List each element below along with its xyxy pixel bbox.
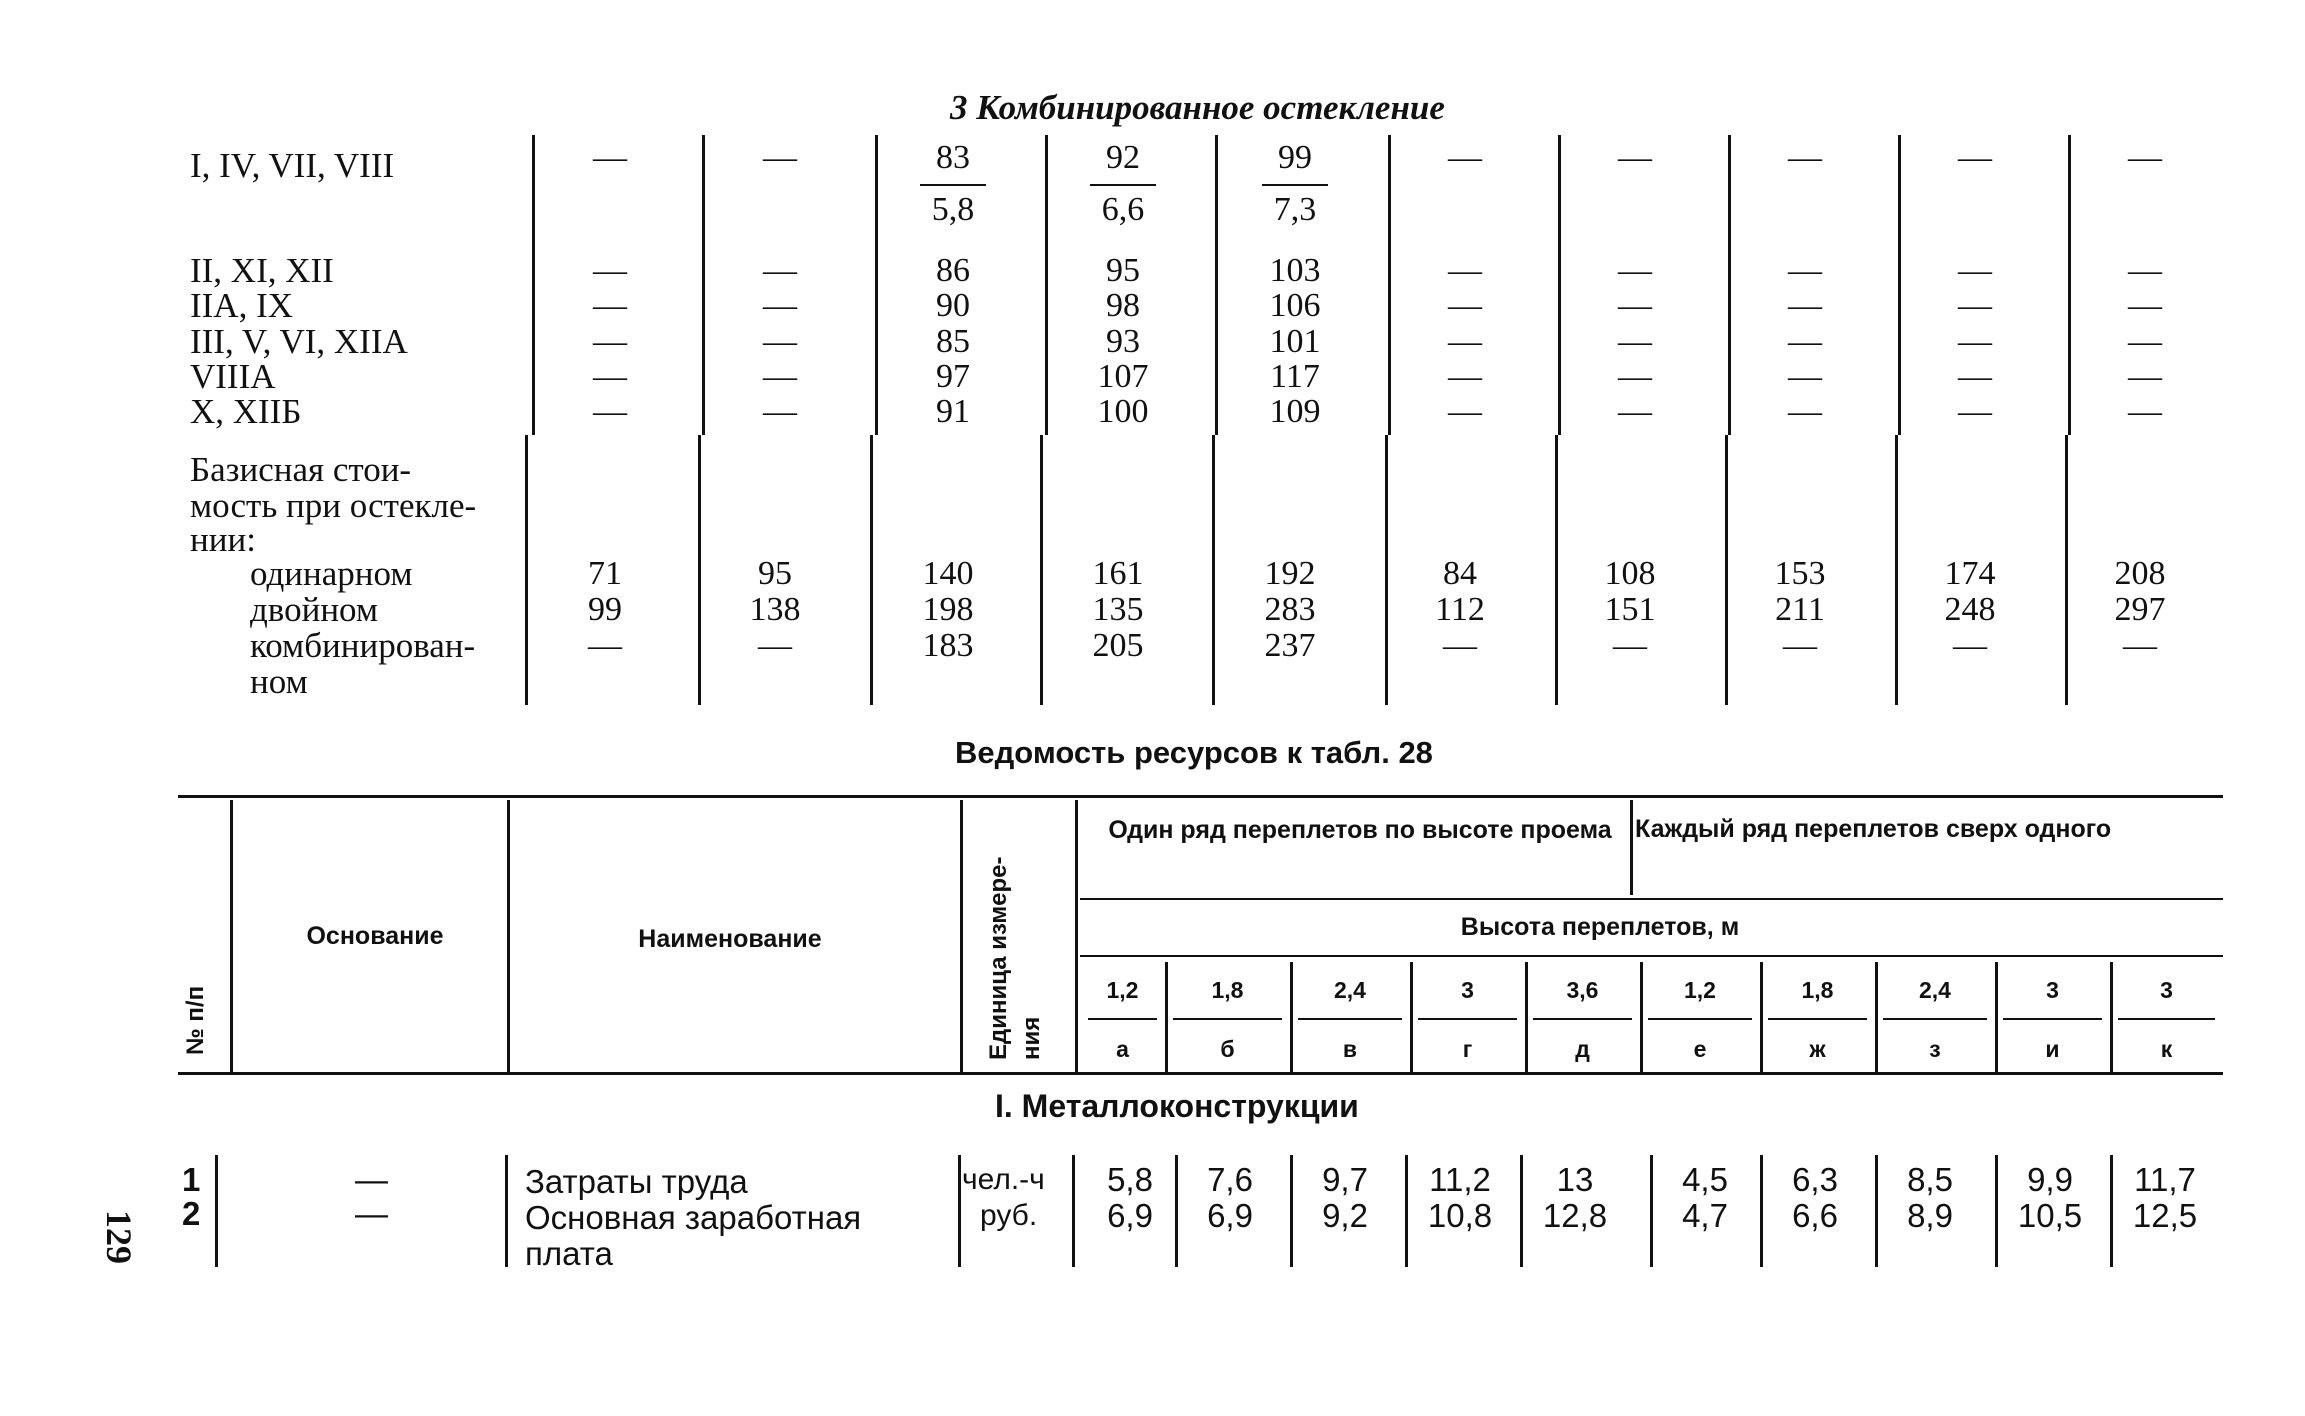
base-cost-cell: 205 xyxy=(1092,627,1144,664)
table-cell: 90 xyxy=(936,287,970,324)
column-letter: д xyxy=(1575,1036,1590,1062)
base-row-label: одинарном xyxy=(250,554,413,593)
column-letter: а xyxy=(1116,1036,1129,1062)
divider xyxy=(1533,1018,1632,1020)
row-label: II, XI, XII xyxy=(190,251,334,290)
resource-value: 8,9 xyxy=(1907,1197,1953,1234)
base-cost-cell: 140 xyxy=(922,555,974,592)
table-cell: — xyxy=(1958,358,1992,395)
table-cell: — xyxy=(2128,358,2162,395)
table-cell: 83 xyxy=(936,139,970,176)
row-unit: руб. xyxy=(980,1199,1038,1232)
base-cost-cell: 95 xyxy=(758,555,792,592)
row-unit: чел.-ч xyxy=(962,1163,1045,1196)
divider xyxy=(1725,435,1728,705)
divider xyxy=(507,800,510,1072)
resource-value: 6,9 xyxy=(1107,1197,1153,1234)
row-name: плата xyxy=(525,1235,613,1272)
divider xyxy=(2065,435,2068,705)
column-letter: ж xyxy=(1809,1036,1826,1062)
table-cell: — xyxy=(763,393,797,430)
fraction-bar xyxy=(1090,184,1156,186)
height-value: 3 xyxy=(2046,977,2059,1003)
base-row-label: двойном xyxy=(250,590,379,629)
resource-value: 9,2 xyxy=(1322,1197,1368,1234)
table-cell: 109 xyxy=(1269,393,1321,430)
table-top-line xyxy=(178,795,2223,798)
resource-value: 9,7 xyxy=(1322,1161,1368,1198)
base-cost-cell: 99 xyxy=(588,591,622,628)
resource-value: 11,2 xyxy=(1429,1161,1491,1198)
divider xyxy=(1760,1155,1763,1267)
divider xyxy=(525,435,528,705)
height-value: 3,6 xyxy=(1566,977,1599,1003)
table-cell: — xyxy=(1448,139,1482,176)
table-cell: — xyxy=(593,139,627,176)
row-basis: — xyxy=(355,1161,388,1198)
section-metal: I. Металлоконструкции xyxy=(995,1088,1359,1124)
table-cell: — xyxy=(2128,393,2162,430)
base-cost-cell: 198 xyxy=(922,591,974,628)
table-cell: — xyxy=(2128,139,2162,176)
header-bottom-line xyxy=(178,1072,2223,1075)
fraction-bar xyxy=(1262,184,1328,186)
base-cost-cell: 112 xyxy=(1435,591,1485,628)
resource-value: 6,9 xyxy=(1207,1197,1253,1234)
divider xyxy=(1728,135,1731,435)
base-cost-cell: — xyxy=(1953,627,1987,664)
divider xyxy=(1080,955,2223,957)
table-cell-denominator: 6,6 xyxy=(1101,191,1145,228)
table-cell: — xyxy=(763,139,797,176)
base-cost-cell: 248 xyxy=(1944,591,1996,628)
divider xyxy=(1088,1018,1157,1020)
base-cost-cell: 135 xyxy=(1092,591,1144,628)
divider xyxy=(2068,135,2071,435)
resource-value: 6,6 xyxy=(1792,1197,1838,1234)
height-value: 1,2 xyxy=(1106,977,1139,1003)
base-label: нии: xyxy=(190,520,256,559)
height-value: 2,4 xyxy=(1919,977,1951,1003)
table-cell: — xyxy=(1618,323,1652,360)
row-label: I, IV, VII, VIII xyxy=(190,146,395,185)
divider xyxy=(1075,800,1078,1072)
base-cost-cell: 71 xyxy=(588,555,622,592)
height-value: 1,8 xyxy=(1211,977,1244,1003)
header-unit-2: ния xyxy=(1018,1016,1045,1060)
table-cell: — xyxy=(593,287,627,324)
divider xyxy=(1650,1155,1653,1267)
table-cell: — xyxy=(1448,323,1482,360)
table-cell: — xyxy=(763,358,797,395)
table-cell: 103 xyxy=(1269,252,1321,289)
base-cost-cell: — xyxy=(2123,627,2157,664)
base-cost-cell: — xyxy=(758,627,792,664)
row-name: Основная заработная xyxy=(525,1199,862,1236)
divider xyxy=(2118,1018,2215,1020)
table-cell: 107 xyxy=(1097,358,1149,395)
base-cost-cell: 283 xyxy=(1264,591,1316,628)
height-value: 3 xyxy=(2160,977,2173,1003)
base-cost-cell: — xyxy=(1783,627,1817,664)
base-cost-cell: 237 xyxy=(1264,627,1316,664)
divider xyxy=(505,1155,508,1267)
table-cell: — xyxy=(1958,252,1992,289)
base-cost-cell: 151 xyxy=(1604,591,1656,628)
divider xyxy=(1648,1018,1752,1020)
divider xyxy=(875,135,878,435)
table-cell: — xyxy=(2128,323,2162,360)
base-cost-cell: 183 xyxy=(922,627,974,664)
table-cell: — xyxy=(1788,393,1822,430)
group-each-row: Каждый ряд переплетов сверх одного xyxy=(1635,815,2112,843)
base-cost-cell: 84 xyxy=(1443,555,1477,592)
divider xyxy=(870,435,873,705)
table-cell: — xyxy=(1448,287,1482,324)
divider xyxy=(2003,1018,2102,1020)
height-header: Высота переплетов, м xyxy=(1460,913,1740,941)
resource-value: 10,8 xyxy=(1427,1197,1493,1234)
divider xyxy=(1520,1155,1523,1267)
table-cell-denominator: 7,3 xyxy=(1273,191,1317,228)
column-letter: б xyxy=(1220,1036,1235,1062)
table-cell: — xyxy=(1788,252,1822,289)
table-cell: — xyxy=(1958,287,1992,324)
divider xyxy=(1045,135,1048,435)
resource-value: 4,5 xyxy=(1682,1161,1728,1198)
header-basis: Основание xyxy=(306,922,444,950)
divider xyxy=(1388,135,1391,435)
resource-value: 13 xyxy=(1556,1161,1594,1198)
table-cell: — xyxy=(1448,358,1482,395)
divider xyxy=(2110,1155,2113,1267)
group-one-row: Один ряд переплетов по высоте проема xyxy=(1108,816,1612,844)
resource-value: 12,8 xyxy=(1542,1197,1608,1234)
height-value: 1,2 xyxy=(1684,977,1716,1003)
height-value: 2,4 xyxy=(1334,977,1366,1003)
base-label: Базисная стои- xyxy=(190,450,412,489)
divider xyxy=(230,800,233,1072)
divider xyxy=(1898,135,1901,435)
table-cell: 101 xyxy=(1269,323,1321,360)
divider xyxy=(1080,898,2223,900)
base-cost-cell: 192 xyxy=(1264,555,1316,592)
divider xyxy=(1995,1155,1998,1267)
base-row-label: комбинирован- xyxy=(250,626,476,665)
table-cell: — xyxy=(593,393,627,430)
base-cost-cell: 153 xyxy=(1774,555,1826,592)
table-cell: — xyxy=(1788,323,1822,360)
divider xyxy=(1875,1155,1878,1267)
resource-value: 6,3 xyxy=(1792,1161,1838,1198)
height-value: 3 xyxy=(1461,977,1474,1003)
header-unit: Единица измере- xyxy=(985,856,1012,1060)
row-num: 1 xyxy=(182,1161,201,1198)
divider xyxy=(1298,1018,1402,1020)
resource-value: 4,7 xyxy=(1682,1197,1728,1234)
table-cell: 117 xyxy=(1270,358,1320,395)
resource-value: 12,5 xyxy=(2132,1197,2198,1234)
column-letter: и xyxy=(2045,1036,2060,1062)
table-cell: 86 xyxy=(936,252,970,289)
resource-value: 11,7 xyxy=(2134,1161,2196,1198)
resource-value: 5,8 xyxy=(1107,1161,1153,1198)
divider xyxy=(702,135,705,435)
divider xyxy=(1215,135,1218,435)
divider xyxy=(215,1155,218,1267)
table-cell-denominator: 5,8 xyxy=(931,191,975,228)
divider xyxy=(698,435,701,705)
divider xyxy=(1385,435,1388,705)
table-cell: — xyxy=(763,252,797,289)
divider xyxy=(1418,1018,1517,1020)
header-name: Наименование xyxy=(638,925,822,953)
row-label: III, V, VI, XIIA xyxy=(190,322,408,361)
divider xyxy=(1072,1155,1075,1267)
table-cell: 92 xyxy=(1106,139,1140,176)
divider xyxy=(1173,1018,1282,1020)
table-cell: 98 xyxy=(1106,287,1140,324)
divider xyxy=(532,135,535,435)
resource-value: 7,6 xyxy=(1207,1161,1253,1198)
table-cell: — xyxy=(1618,358,1652,395)
base-cost-cell: — xyxy=(588,627,622,664)
table-cell: 99 xyxy=(1278,139,1312,176)
row-label: VIIIA xyxy=(190,357,276,396)
table-cell: — xyxy=(1618,252,1652,289)
row-name: Затраты труда xyxy=(525,1163,748,1200)
divider xyxy=(1290,1155,1293,1267)
base-cost-cell: 174 xyxy=(1944,555,1996,592)
divider xyxy=(1040,435,1043,705)
divider xyxy=(1883,1018,1987,1020)
table-cell: — xyxy=(1618,393,1652,430)
table-cell: — xyxy=(1958,139,1992,176)
table-cell: — xyxy=(1788,287,1822,324)
table-cell: — xyxy=(2128,287,2162,324)
header-num: № п/п xyxy=(182,985,209,1055)
height-value: 1,8 xyxy=(1801,977,1834,1003)
table-cell: — xyxy=(1618,139,1652,176)
base-cost-cell: 211 xyxy=(1775,591,1825,628)
base-cost-cell: 297 xyxy=(2114,591,2166,628)
divider xyxy=(1555,435,1558,705)
row-label: X, XIIБ xyxy=(190,392,302,431)
fraction-bar xyxy=(920,184,986,186)
base-cost-cell: — xyxy=(1443,627,1477,664)
table-cell: 93 xyxy=(1106,323,1140,360)
table-cell: — xyxy=(1618,287,1652,324)
resource-value: 9,9 xyxy=(2027,1161,2073,1198)
table-cell: — xyxy=(593,358,627,395)
column-letter: к xyxy=(2160,1036,2173,1062)
table-cell: — xyxy=(593,252,627,289)
table-cell: — xyxy=(593,323,627,360)
base-cost-cell: 208 xyxy=(2114,555,2166,592)
table-cell: — xyxy=(1958,393,1992,430)
column-letter: г xyxy=(1462,1036,1473,1062)
row-label: IIA, IX xyxy=(190,286,294,325)
table-cell: — xyxy=(2128,252,2162,289)
column-letter: в xyxy=(1342,1036,1358,1062)
resource-value: 10,5 xyxy=(2017,1197,2083,1234)
table-cell: 95 xyxy=(1106,252,1140,289)
divider xyxy=(1212,435,1215,705)
table-cell: 91 xyxy=(936,393,970,430)
resource-table-title: Ведомость ресурсов к табл. 28 xyxy=(955,735,1433,770)
divider xyxy=(1630,800,1633,895)
page-number: 129 xyxy=(99,1210,139,1264)
table-cell: — xyxy=(1448,252,1482,289)
table-cell: 106 xyxy=(1269,287,1321,324)
base-cost-cell: — xyxy=(1613,627,1647,664)
resource-value: 8,5 xyxy=(1907,1161,1953,1198)
row-basis: — xyxy=(355,1195,388,1232)
table-cell: — xyxy=(763,287,797,324)
base-cost-cell: 138 xyxy=(749,591,801,628)
divider xyxy=(960,800,963,1072)
row-num: 2 xyxy=(182,1195,201,1232)
base-row-label: ном xyxy=(250,662,308,701)
base-label: мость при остекле- xyxy=(190,486,477,525)
base-cost-cell: 161 xyxy=(1092,555,1144,592)
table-cell: — xyxy=(1788,139,1822,176)
divider xyxy=(958,1155,961,1267)
section-title: 3 Комбинированное остекление xyxy=(950,88,1445,127)
divider xyxy=(1895,435,1898,705)
table-cell: — xyxy=(1448,393,1482,430)
divider xyxy=(1768,1018,1867,1020)
divider xyxy=(1558,135,1561,435)
table-cell: 97 xyxy=(936,358,970,395)
column-letter: е xyxy=(1693,1036,1707,1062)
column-letter: з xyxy=(1929,1036,1941,1062)
table-cell: — xyxy=(1958,323,1992,360)
table-cell: 100 xyxy=(1097,393,1149,430)
table-cell: — xyxy=(1788,358,1822,395)
table-cell: — xyxy=(763,323,797,360)
base-cost-cell: 108 xyxy=(1604,555,1656,592)
table-cell: 85 xyxy=(936,323,970,360)
divider xyxy=(1405,1155,1408,1267)
